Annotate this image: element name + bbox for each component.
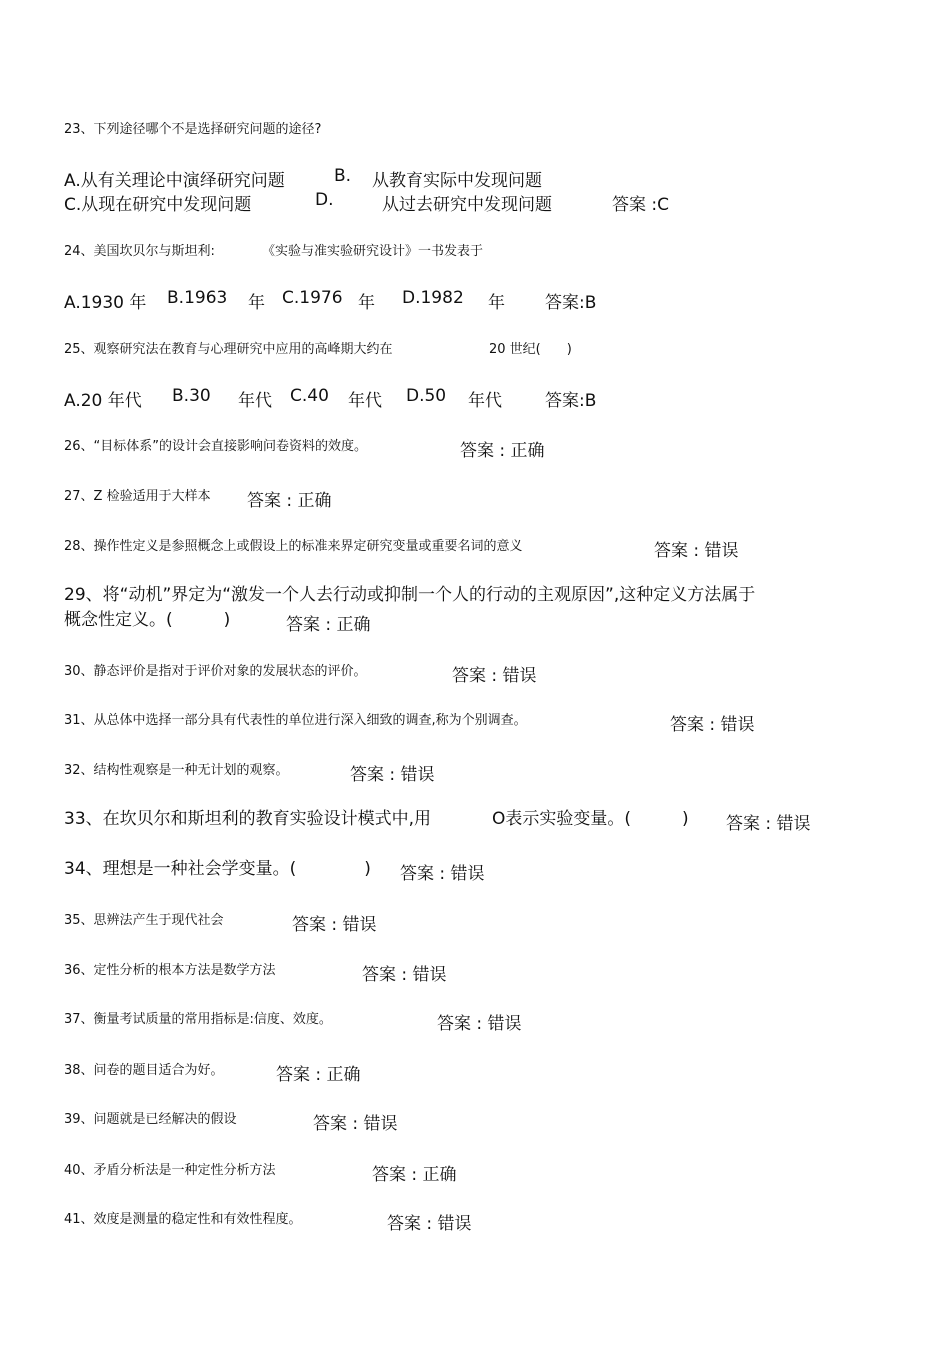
- question-29-stem-cont: 概念性定义。( ): [64, 610, 231, 630]
- question-24-option-a: A.1930 年: [64, 293, 147, 313]
- question-36-stem: 36、定性分析的根本方法是数学方法: [64, 963, 276, 978]
- question-24-option-c-unit: 年: [358, 293, 375, 313]
- question-37-answer: 答案 : 错误: [437, 1014, 522, 1034]
- question-24-answer: 答案:B: [545, 293, 597, 313]
- question-40-answer: 答案 : 正确: [372, 1165, 457, 1185]
- question-32-stem: 32、结构性观察是一种无计划的观察。: [64, 763, 289, 778]
- question-27-answer: 答案 : 正确: [247, 491, 332, 511]
- question-25-option-b: B.30: [172, 386, 211, 406]
- question-30-answer: 答案 : 错误: [452, 666, 537, 686]
- question-33-answer: 答案 : 错误: [726, 814, 811, 834]
- question-25-option-d: D.50: [406, 386, 447, 406]
- question-24-stem: 24、美国坎贝尔与斯坦利:: [64, 244, 215, 259]
- question-25-stem-century: 20 世纪( ): [489, 342, 572, 357]
- question-33-stem-cont: O表示实验变量。( ): [492, 809, 689, 829]
- question-32-answer: 答案 : 错误: [350, 765, 435, 785]
- question-33-stem: 33、在坎贝尔和斯坦利的教育实验设计模式中,用: [64, 809, 432, 829]
- question-28-stem: 28、操作性定义是参照概念上或假设上的标准来界定研究变量或重要名词的意义: [64, 539, 523, 554]
- question-41-answer: 答案 : 错误: [387, 1214, 472, 1234]
- question-26-stem: 26、“目标体系”的设计会直接影响问卷资料的效度。: [64, 439, 368, 454]
- question-34-answer: 答案 : 错误: [400, 864, 485, 884]
- question-37-stem: 37、衡量考试质量的常用指标是:信度、效度。: [64, 1012, 332, 1027]
- question-35-stem: 35、思辨法产生于现代社会: [64, 913, 224, 928]
- question-38-stem: 38、问卷的题目适合为好。: [64, 1063, 224, 1078]
- question-25-option-c: C.40: [290, 386, 329, 406]
- question-26-answer: 答案 : 正确: [460, 441, 545, 461]
- question-24-stem-title: 《实验与准实验研究设计》一书发表于: [262, 244, 484, 259]
- question-25-option-d-unit: 年代: [468, 391, 502, 411]
- question-25-option-c-unit: 年代: [348, 391, 382, 411]
- question-25-answer: 答案:B: [545, 391, 597, 411]
- question-24-option-c: C.1976: [282, 288, 343, 308]
- question-25-option-b-unit: 年代: [238, 391, 272, 411]
- question-38-answer: 答案 : 正确: [276, 1065, 361, 1085]
- question-23-option-a: A.从有关理论中演绎研究问题: [64, 171, 285, 191]
- question-39-stem: 39、问题就是已经解决的假设: [64, 1112, 237, 1127]
- question-29-answer: 答案 : 正确: [286, 615, 371, 635]
- question-36-answer: 答案 : 错误: [362, 965, 447, 985]
- question-23-option-b-letter: B.: [334, 166, 352, 186]
- question-24-option-d-unit: 年: [488, 293, 505, 313]
- question-24-option-b-unit: 年: [248, 293, 265, 313]
- question-31-answer: 答案 : 错误: [670, 715, 755, 735]
- question-29-stem: 29、将“动机”界定为“激发一个人去行动或抑制一个人的行动的主观原因”,这种定义方法属于: [64, 585, 756, 605]
- question-24-option-b: B.1963: [167, 288, 228, 308]
- question-31-stem: 31、从总体中选择一部分具有代表性的单位进行深入细致的调查,称为个别调查。: [64, 713, 527, 728]
- question-34-stem: 34、理想是一种社会学变量。( ): [64, 859, 371, 879]
- question-23-stem: 23、下列途径哪个不是选择研究问题的途径?: [64, 122, 322, 137]
- question-25-stem: 25、观察研究法在教育与心理研究中应用的高峰期大约在: [64, 342, 393, 357]
- question-23-option-c: C.从现在研究中发现问题: [64, 195, 252, 215]
- question-27-stem: 27、Z 检验适用于大样本: [64, 489, 211, 504]
- question-23-option-d-text: 从过去研究中发现问题: [382, 195, 552, 215]
- question-39-answer: 答案 : 错误: [313, 1114, 398, 1134]
- question-28-answer: 答案 : 错误: [654, 541, 739, 561]
- question-24-option-d: D.1982: [402, 288, 464, 308]
- question-23-answer: 答案 :C: [612, 195, 670, 215]
- question-30-stem: 30、静态评价是指对于评价对象的发展状态的评价。: [64, 664, 367, 679]
- question-25-option-a: A.20 年代: [64, 391, 142, 411]
- question-23-option-b-text: 从教育实际中发现问题: [372, 171, 542, 191]
- question-23-option-d-letter: D.: [315, 190, 334, 210]
- question-35-answer: 答案 : 错误: [292, 915, 377, 935]
- question-41-stem: 41、效度是测量的稳定性和有效性程度。: [64, 1212, 302, 1227]
- question-40-stem: 40、矛盾分析法是一种定性分析方法: [64, 1163, 276, 1178]
